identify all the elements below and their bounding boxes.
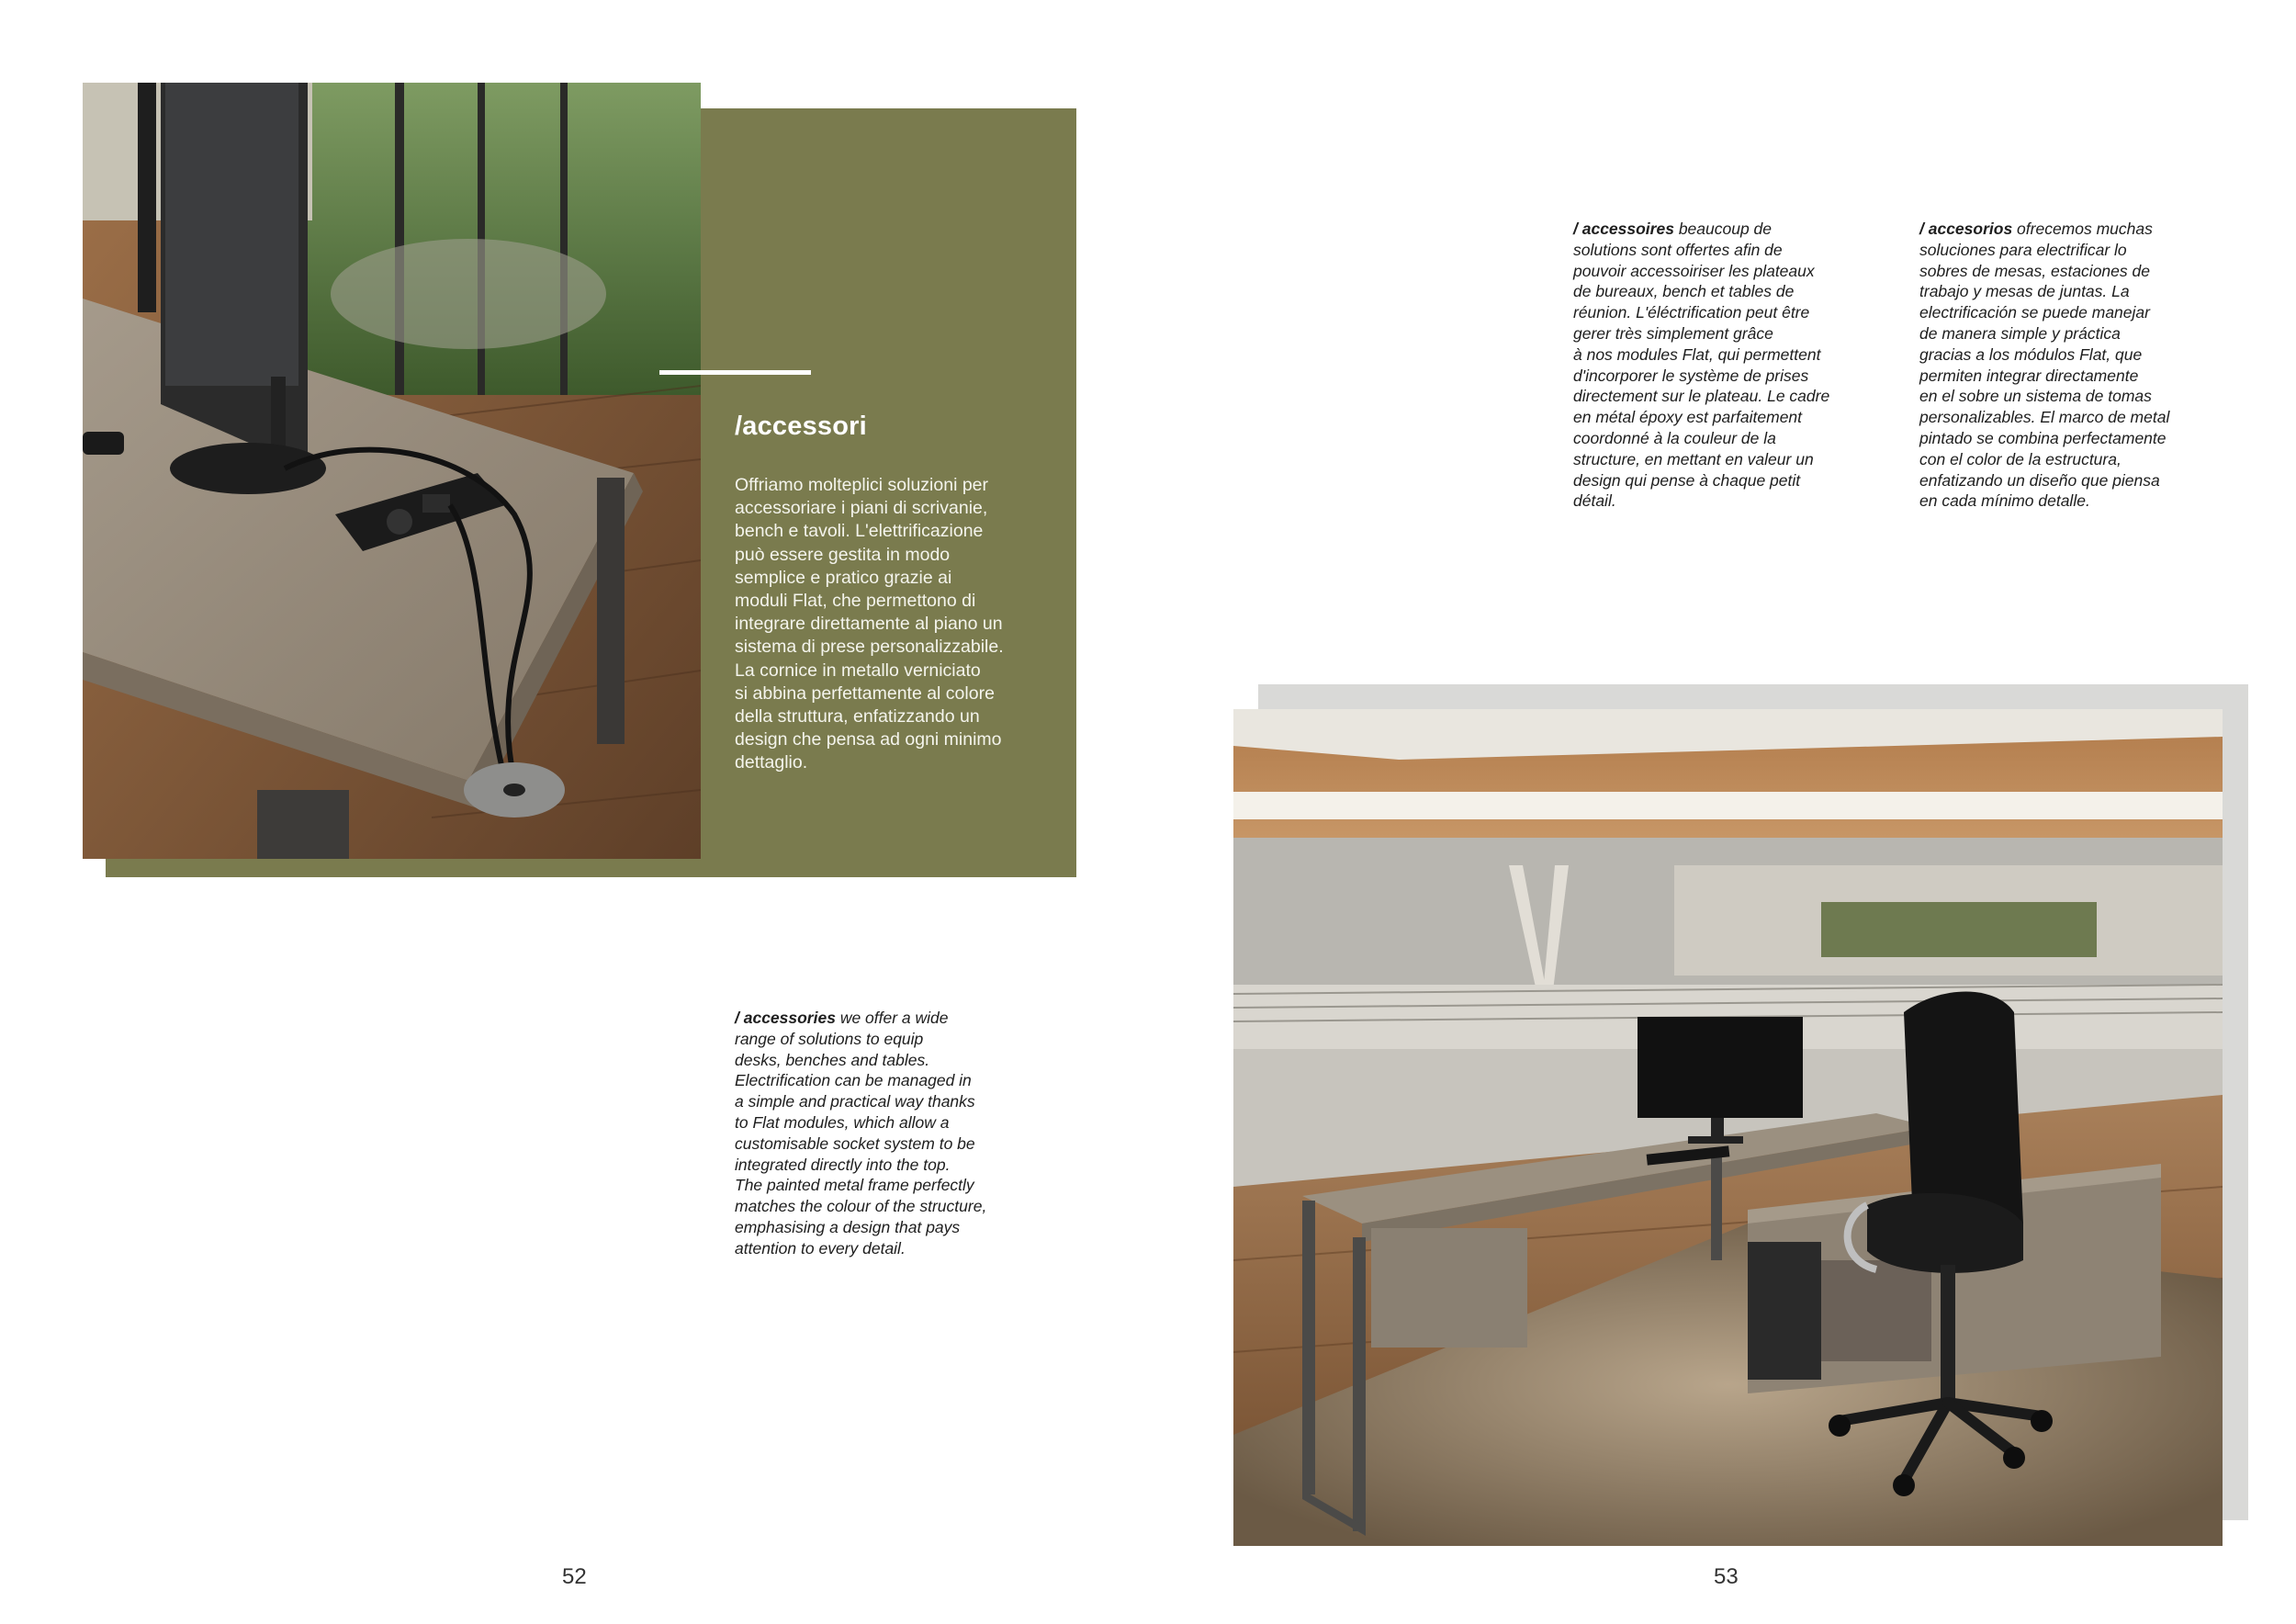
office-scene-photo xyxy=(1233,709,2223,1546)
title-rule xyxy=(659,370,811,375)
page-number-left: 52 xyxy=(562,1564,587,1589)
english-caption-lead: / accessories xyxy=(735,1009,836,1027)
english-caption-text: we offer a wide range of solutions to equip desks, benches and tables. Electrification can be managed in a simple and practical way thanks to Flat modules, which allow a customisable socket system to be integrated directly into the top. The painted metal frame perfectly matches the colour of the structure, emphasising a design that pays attention to every detail. xyxy=(735,1009,987,1257)
office-scene-illustration xyxy=(1233,709,2223,1546)
desk-closeup-photo xyxy=(83,83,701,859)
french-caption-lead: / accessoires xyxy=(1573,220,1674,238)
english-caption xyxy=(735,1008,1029,1259)
page-number-right: 53 xyxy=(1714,1564,1739,1589)
spanish-caption xyxy=(1919,219,2213,512)
french-caption-text: beaucoup de solutions sont offertes afin de pouvoir accessoiriser les plateaux de bureaux, bench et tables de réunion. L'éléctrification peut être gerer très simplement grâce à nos modules Flat, qui permettent d'incorporer le système de prises directement sur le plateau. Le cadre en métal époxy est parfaitement coordonné à la couleur de la structure, en mettant en valeur un design qui pense à chaque petit détail. xyxy=(1573,220,1830,511)
desk-closeup-illustration xyxy=(83,83,701,859)
spanish-caption-lead: / accesorios xyxy=(1919,220,2013,238)
section-title: /accessori xyxy=(735,412,867,441)
italian-description: Offriamo molteplici soluzioni per accessoriare i piani di scrivanie, bench e tavoli. L'elettrificazione può essere gestita in modo semplice e pratico grazie ai moduli Flat, che permettono di integrare direttamente al piano un sistema di prese personalizzabile. La cornice in metallo verniciato si abbina perfettamente al colore della struttura, enfatizzando un design che pensa ad ogni minimo dettaglio. xyxy=(735,475,1004,773)
french-caption xyxy=(1573,219,1867,512)
spanish-caption-text: ofrecemos muchas soluciones para electrificar lo sobres de mesas, estaciones de trabajo y mesas de juntas. La electrificación se puede manejar de manera simple y práctica gracias a los módulos Flat, que permiten integrar directamente en el sobre un sistema de tomas personalizables. El marco de metal pintado se combina perfectamente con el color de la estructura, enfatizando un diseño que piensa en cada mínimo detalle. xyxy=(1919,220,2170,511)
